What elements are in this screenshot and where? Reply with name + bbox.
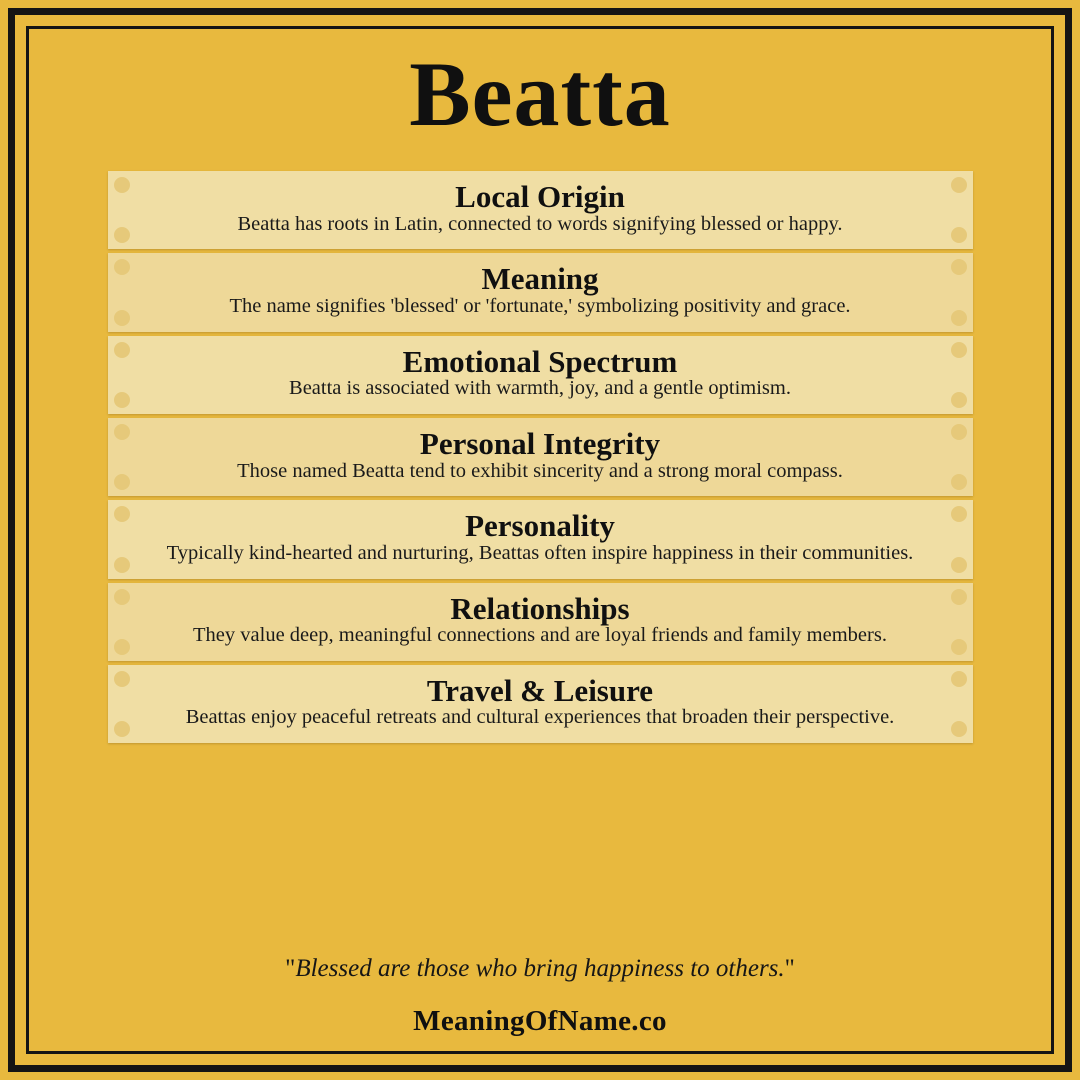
card-notch-icon: [114, 342, 130, 358]
card-notch-icon: [114, 721, 130, 737]
card-notch-icon: [951, 721, 967, 737]
section-heading: Personality: [465, 508, 615, 544]
card-notch-icon: [951, 177, 967, 193]
quote-close-mark: ": [784, 955, 795, 982]
card-notch-icon: [114, 310, 130, 326]
quote-open-mark: ": [285, 955, 296, 982]
card-notch-icon: [951, 227, 967, 243]
section-body: Beatta is associated with warmth, joy, and a gentle optimism.: [289, 377, 791, 400]
card-notch-icon: [114, 177, 130, 193]
card-notch-icon: [951, 474, 967, 490]
section-card-personal-integrity: [108, 418, 973, 496]
sections-list: [108, 171, 973, 743]
page-title: Beatta: [409, 43, 671, 145]
card-notch-icon: [951, 639, 967, 655]
section-body: The name signifies 'blessed' or 'fortunate,' symbolizing positivity and grace.: [229, 295, 851, 318]
section-body: They value deep, meaningful connections and are loyal friends and family members.: [193, 624, 887, 647]
brand-name: MeaningOfName.co: [413, 1005, 667, 1037]
card-notch-icon: [114, 392, 130, 408]
section-body: Typically kind-hearted and nurturing, Beattas often inspire happiness in their communities.: [166, 541, 914, 564]
section-card-local-origin: [108, 171, 973, 249]
card-notch-icon: [951, 557, 967, 573]
card-notch-icon: [114, 259, 130, 275]
card-notch-icon: [951, 671, 967, 687]
section-card-personality: [108, 500, 973, 578]
card-notch-icon: [951, 342, 967, 358]
card-notch-icon: [114, 671, 130, 687]
card-notch-icon: [114, 589, 130, 605]
card-notch-icon: [951, 589, 967, 605]
card-notch-icon: [114, 639, 130, 655]
quote-line: [36, 955, 1044, 983]
card-notch-icon: [951, 310, 967, 326]
section-body: Those named Beatta tend to exhibit sincerity and a strong moral compass.: [237, 459, 843, 482]
section-card-meaning: [108, 253, 973, 331]
section-heading: Personal Integrity: [419, 425, 661, 461]
section-body: Beattas enjoy peaceful retreats and cultural experiences that broaden their perspective.: [185, 706, 895, 729]
section-card-travel-leisure: [108, 665, 973, 743]
card-notch-icon: [951, 424, 967, 440]
card-notch-icon: [114, 227, 130, 243]
card-notch-icon: [951, 506, 967, 522]
section-card-emotional-spectrum: [108, 336, 973, 414]
card-notch-icon: [114, 474, 130, 490]
section-heading: Travel & Leisure: [426, 672, 654, 708]
section-heading: Emotional Spectrum: [402, 343, 678, 379]
poster-content: [36, 36, 1044, 1044]
card-notch-icon: [114, 557, 130, 573]
section-heading: Meaning: [481, 261, 599, 297]
card-notch-icon: [951, 259, 967, 275]
section-card-relationships: [108, 583, 973, 661]
poster-footer: [36, 955, 1044, 1044]
card-notch-icon: [114, 424, 130, 440]
quote-text: Blessed are those who bring happiness to others.: [295, 955, 785, 982]
card-notch-icon: [114, 506, 130, 522]
section-heading: Relationships: [450, 590, 630, 626]
card-notch-icon: [951, 392, 967, 408]
section-body: Beatta has roots in Latin, connected to words signifying blessed or happy.: [237, 212, 843, 235]
section-heading: Local Origin: [455, 179, 625, 215]
